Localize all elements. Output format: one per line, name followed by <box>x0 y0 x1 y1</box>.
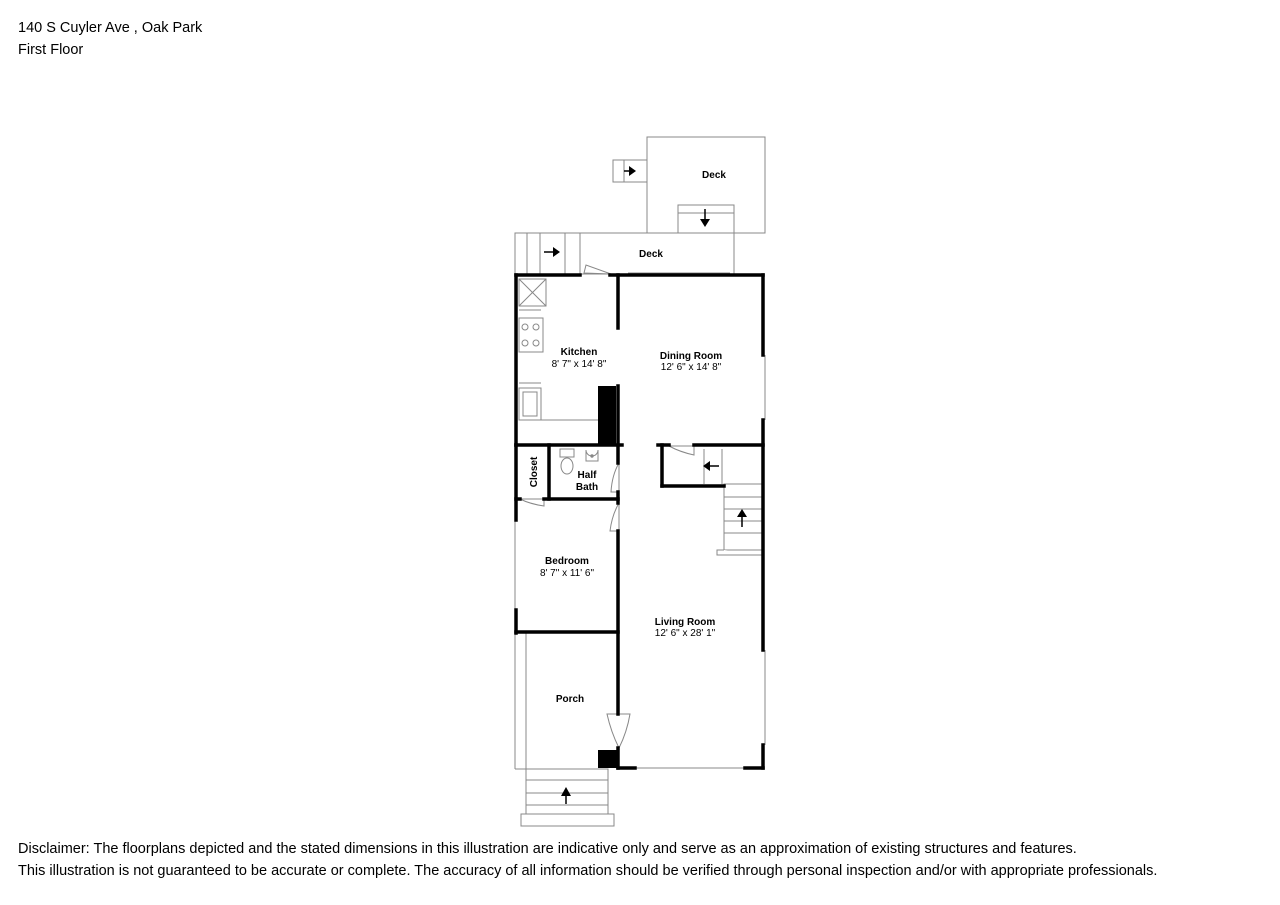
door-closet <box>520 499 544 506</box>
lower-deck <box>580 233 734 274</box>
porch-column <box>598 750 618 768</box>
room-dims-kitchen: 8' 7" x 14' 8" <box>551 359 607 370</box>
floor-label: First Floor <box>18 42 84 58</box>
toilet-icon <box>561 458 573 474</box>
stove-icon <box>519 318 543 352</box>
lower-deck-stair <box>515 233 580 274</box>
door-porch <box>607 714 630 748</box>
room-label-half-bath-line2: Bath <box>575 482 599 493</box>
room-label-porch: Porch <box>555 694 585 705</box>
entry-stair <box>521 769 614 826</box>
doors <box>520 265 694 748</box>
plan-address: 140 S Cuyler Ave , Oak Park <box>18 20 203 36</box>
deck-connecting-stair <box>678 205 734 233</box>
upper-deck-side-stair <box>613 160 647 182</box>
room-label-kitchen: Kitchen <box>560 347 598 358</box>
interior-stair <box>703 449 763 555</box>
disclaimer-line-2: This illustration is not guaranteed to be accurate or complete. The accuracy of all information should be verified through personal inspection and/or with appropriate professionals. <box>18 863 1158 879</box>
room-label-living-room: Living Room <box>654 617 716 628</box>
door-half-bath <box>611 463 619 492</box>
room-label-lower-deck: Deck <box>639 249 663 260</box>
room-label-upper-deck: Deck <box>702 170 726 181</box>
door-stair <box>669 446 694 455</box>
room-dims-bedroom: 8' 7" x 11' 6" <box>539 568 595 579</box>
room-dims-living-room: 12' 6" x 28' 1" <box>654 628 716 639</box>
room-label-bedroom: Bedroom <box>545 556 589 567</box>
disclaimer-line-1: Disclaimer: The floorplans depicted and the stated dimensions in this illustration are indicative only and serve as an approximation of existing structures and features. <box>18 841 1077 857</box>
room-dims-dining-room: 12' 6" x 14' 8" <box>660 362 722 373</box>
room-label-half-bath-line1: Half <box>577 470 597 481</box>
chimney-block <box>598 386 616 445</box>
door-bedroom <box>610 503 619 531</box>
room-label-closet: Closet <box>529 456 540 488</box>
room-label-dining-room: Dining Room <box>659 351 723 362</box>
